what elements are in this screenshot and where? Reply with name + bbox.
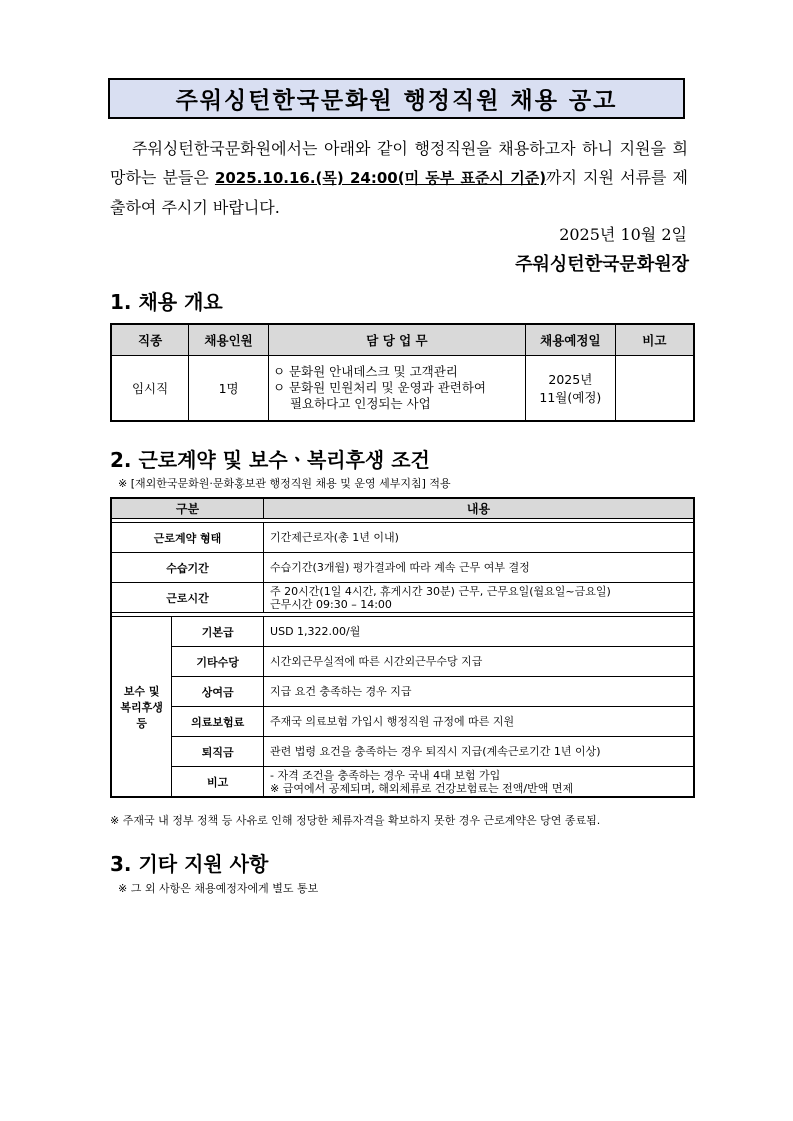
section1-heading: 1. 채용 개요 (110, 290, 223, 314)
section2-note: ※ [재외한국문화원·문화홍보관 행정직원 채용 및 운영 세부지침] 적용 (118, 477, 451, 490)
row-content-line: 근무시간 09:30 – 14:00 (270, 597, 392, 611)
cell-duties (268, 356, 525, 422)
row-label: 근로시간 (111, 583, 264, 613)
conditions-table (110, 497, 695, 798)
group-label-line: 보수 및 (123, 684, 160, 698)
recruitment-overview-table (110, 323, 695, 422)
cell-remark (615, 356, 694, 422)
row-content-line: ※ 급여에서 공제되며, 해외체류로 건강보험료는 전액/반액 면제 (270, 781, 574, 795)
group-label-line: 복리후생 (120, 700, 163, 714)
duty-item: ㅇ 문화원 민원처리 및 운영과 관련하여 (272, 380, 487, 395)
section2-heading: 2. 근로계약 및 보수ㆍ복리후생 조건 (110, 448, 430, 472)
row-content: 주재국 의료보험 가입시 행정직원 규정에 따른 지원 (264, 707, 694, 737)
cell-start-date (525, 356, 615, 422)
header-content: 내용 (264, 498, 694, 519)
signer: 주워싱턴한국문화원장 (515, 254, 689, 275)
intro-paragraph (110, 134, 688, 222)
row-content: USD 1,322.00/월 (264, 617, 694, 647)
table-row (111, 677, 694, 707)
cell-job-type: 임시직 (111, 356, 189, 422)
duty-item: ㅇ 문화원 안내데스크 및 고객관리 (272, 364, 458, 379)
header-count: 채용인원 (189, 324, 269, 356)
deadline-text: 2025.10.16.(목) 24:00(미 동부 표준시 기준) (214, 169, 547, 187)
intro-text-before: 주워싱턴한국문화원에서는 아래와 같이 행정직원을 채용하고자 하니 지원을 희망하는 분들은 (110, 139, 688, 187)
duty-item-continued: 필요하다고 인정되는 사업 (289, 396, 431, 411)
table-row (111, 647, 694, 677)
row-label: 의료보험료 (172, 707, 264, 737)
row-label: 상여금 (172, 677, 264, 707)
page-title (108, 78, 685, 119)
row-label: 기타수당 (172, 647, 264, 677)
table-row (111, 707, 694, 737)
row-content (264, 583, 694, 613)
intro-text-after: 까지 지원 서류를 제출하여 주시기 바랍니다. (110, 168, 688, 217)
table-row (111, 583, 694, 613)
table-row (111, 553, 694, 583)
table-row (111, 767, 694, 798)
row-label: 비고 (172, 767, 264, 798)
section3-note: ※ 그 외 사항은 채용예정자에게 별도 통보 (118, 882, 319, 895)
header-category: 구분 (111, 498, 264, 519)
table-row (111, 737, 694, 767)
group-label (111, 617, 172, 798)
start-date-month: 11월(예정) (539, 390, 602, 405)
table-header-row (111, 498, 694, 519)
cell-count: 1명 (189, 356, 269, 422)
table-row (111, 356, 694, 422)
row-content-line: - 자격 조건을 충족하는 경우 국내 4대 보험 가입 (270, 768, 501, 782)
header-job-type: 직종 (111, 324, 189, 356)
table-row (111, 523, 694, 553)
row-label: 수습기간 (111, 553, 264, 583)
row-label: 퇴직금 (172, 737, 264, 767)
section3-heading: 3. 기타 지원 사항 (110, 852, 269, 876)
row-content: 기간제근로자(총 1년 이내) (264, 523, 694, 553)
row-content: 수습기간(3개월) 평가결과에 따라 계속 근무 여부 결정 (264, 553, 694, 583)
page-title-text: 주워싱턴한국문화원 행정직원 채용 공고 (175, 88, 618, 114)
start-date-year: 2025년 (548, 372, 593, 387)
row-content: 관련 법령 요건을 충족하는 경우 퇴직시 지급(계속근로기간 1년 이상) (264, 737, 694, 767)
header-start-date: 채용예정일 (525, 324, 615, 356)
row-content: 시간외근무실적에 따른 시간외근무수당 지급 (264, 647, 694, 677)
row-label: 기본급 (172, 617, 264, 647)
row-content: 지급 요건 충족하는 경우 지급 (264, 677, 694, 707)
row-content-line: 주 20시간(1일 4시간, 휴게시간 30분) 근무, 근무요일(월요일~금요일) (270, 584, 611, 598)
header-duties: 담 당 업 무 (268, 324, 525, 356)
section2-footnote: ※ 주재국 내 정부 정책 등 사유로 인해 정당한 체류자격을 확보하지 못한 경우 근로계약은 당연 종료됨. (110, 814, 601, 827)
table-row (111, 617, 694, 647)
row-content (264, 767, 694, 798)
announcement-date: 2025년 10월 2일 (559, 225, 687, 244)
group-label-line: 등 (136, 716, 147, 730)
row-label: 근로계약 형태 (111, 523, 264, 553)
header-remark: 비고 (615, 324, 694, 356)
table-header-row (111, 324, 694, 356)
